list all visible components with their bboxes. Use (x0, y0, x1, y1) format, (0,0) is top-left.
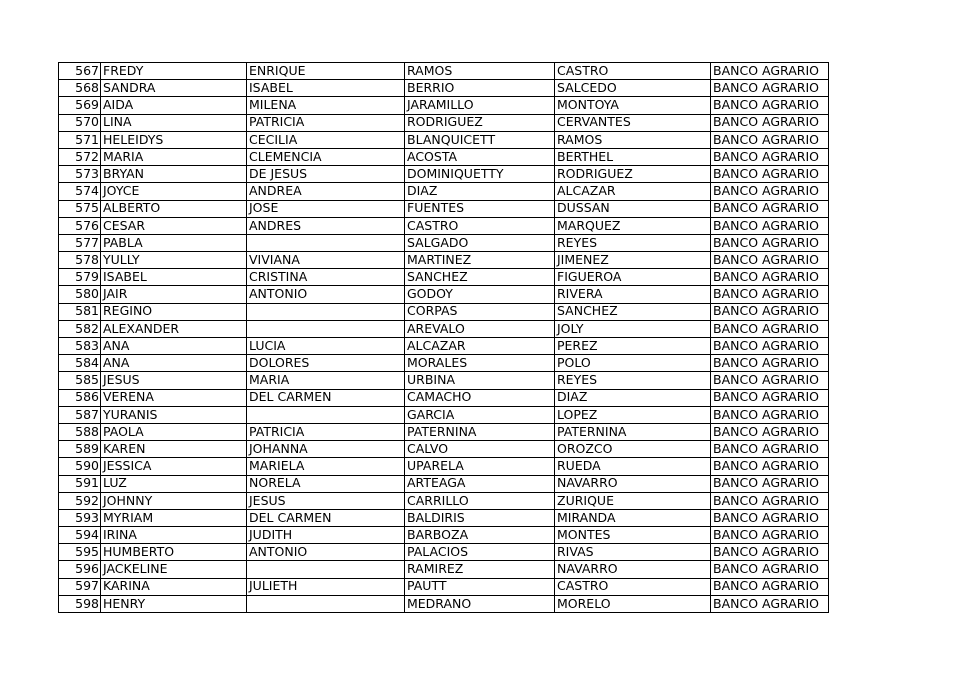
middle-name-cell (247, 406, 405, 423)
row-number-cell: 592 (59, 492, 101, 509)
first-name-cell: SANDRA (101, 80, 247, 97)
table-row (59, 372, 829, 389)
first-name-cell: JAIR (101, 286, 247, 303)
row-number-cell: 579 (59, 269, 101, 286)
first-surname-cell: MORALES (405, 355, 555, 372)
bank-cell: BANCO AGRARIO (711, 544, 829, 561)
first-name-cell: ISABEL (101, 269, 247, 286)
bank-cell: BANCO AGRARIO (711, 148, 829, 165)
second-surname-cell: POLO (555, 355, 711, 372)
second-surname-cell: ALCAZAR (555, 183, 711, 200)
bank-cell: BANCO AGRARIO (711, 63, 829, 80)
row-number-cell: 572 (59, 148, 101, 165)
table-row (59, 269, 829, 286)
row-number-cell: 573 (59, 166, 101, 183)
middle-name-cell (247, 303, 405, 320)
table-row (59, 320, 829, 337)
second-surname-cell: PEREZ (555, 338, 711, 355)
first-surname-cell: UPARELA (405, 458, 555, 475)
second-surname-cell: CASTRO (555, 63, 711, 80)
middle-name-cell: LUCIA (247, 338, 405, 355)
first-surname-cell: JARAMILLO (405, 97, 555, 114)
first-name-cell: JESUS (101, 372, 247, 389)
first-surname-cell: ALCAZAR (405, 338, 555, 355)
row-number-cell: 578 (59, 252, 101, 269)
table-row (59, 183, 829, 200)
middle-name-cell: VIVIANA (247, 252, 405, 269)
middle-name-cell: ANTONIO (247, 544, 405, 561)
second-surname-cell: NAVARRO (555, 561, 711, 578)
first-name-cell: ANA (101, 338, 247, 355)
table-row (59, 252, 829, 269)
middle-name-cell: MILENA (247, 97, 405, 114)
row-number-cell: 584 (59, 355, 101, 372)
table-row (59, 200, 829, 217)
bank-cell: BANCO AGRARIO (711, 269, 829, 286)
roster-table-body (59, 63, 829, 613)
bank-cell: BANCO AGRARIO (711, 338, 829, 355)
second-surname-cell: DIAZ (555, 389, 711, 406)
row-number-cell: 581 (59, 303, 101, 320)
second-surname-cell: MARQUEZ (555, 217, 711, 234)
table-row (59, 63, 829, 80)
first-name-cell: ANA (101, 355, 247, 372)
table-row (59, 148, 829, 165)
table-row (59, 595, 829, 612)
bank-cell: BANCO AGRARIO (711, 595, 829, 612)
first-surname-cell: BLANQUICETT (405, 131, 555, 148)
first-surname-cell: BERRIO (405, 80, 555, 97)
row-number-cell: 567 (59, 63, 101, 80)
table-row (59, 544, 829, 561)
first-name-cell: VERENA (101, 389, 247, 406)
table-row (59, 234, 829, 251)
first-surname-cell: PAUTT (405, 578, 555, 595)
first-name-cell: HELEIDYS (101, 131, 247, 148)
first-name-cell: KARINA (101, 578, 247, 595)
row-number-cell: 568 (59, 80, 101, 97)
second-surname-cell: REYES (555, 234, 711, 251)
first-name-cell: HUMBERTO (101, 544, 247, 561)
second-surname-cell: REYES (555, 372, 711, 389)
first-surname-cell: GODOY (405, 286, 555, 303)
middle-name-cell (247, 320, 405, 337)
first-surname-cell: PALACIOS (405, 544, 555, 561)
first-surname-cell: CORPAS (405, 303, 555, 320)
middle-name-cell: PATRICIA (247, 423, 405, 440)
second-surname-cell: RIVERA (555, 286, 711, 303)
middle-name-cell: MARIA (247, 372, 405, 389)
first-surname-cell: PATERNINA (405, 423, 555, 440)
first-surname-cell: CALVO (405, 441, 555, 458)
second-surname-cell: BERTHEL (555, 148, 711, 165)
bank-cell: BANCO AGRARIO (711, 183, 829, 200)
middle-name-cell: CLEMENCIA (247, 148, 405, 165)
first-surname-cell: CARRILLO (405, 492, 555, 509)
middle-name-cell: PATRICIA (247, 114, 405, 131)
roster-table (58, 62, 829, 613)
first-surname-cell: URBINA (405, 372, 555, 389)
second-surname-cell: JOLY (555, 320, 711, 337)
first-surname-cell: CASTRO (405, 217, 555, 234)
table-row (59, 355, 829, 372)
bank-cell: BANCO AGRARIO (711, 252, 829, 269)
first-name-cell: YULLY (101, 252, 247, 269)
first-name-cell: JESSICA (101, 458, 247, 475)
first-name-cell: REGINO (101, 303, 247, 320)
bank-cell: BANCO AGRARIO (711, 561, 829, 578)
bank-cell: BANCO AGRARIO (711, 578, 829, 595)
bank-cell: BANCO AGRARIO (711, 492, 829, 509)
bank-cell: BANCO AGRARIO (711, 475, 829, 492)
bank-cell: BANCO AGRARIO (711, 458, 829, 475)
first-name-cell: CESAR (101, 217, 247, 234)
bank-cell: BANCO AGRARIO (711, 320, 829, 337)
row-number-cell: 571 (59, 131, 101, 148)
first-name-cell: PABLA (101, 234, 247, 251)
row-number-cell: 582 (59, 320, 101, 337)
second-surname-cell: RUEDA (555, 458, 711, 475)
second-surname-cell: SALCEDO (555, 80, 711, 97)
document-page (58, 62, 829, 613)
middle-name-cell: NORELA (247, 475, 405, 492)
first-surname-cell: SALGADO (405, 234, 555, 251)
middle-name-cell: DOLORES (247, 355, 405, 372)
bank-cell: BANCO AGRARIO (711, 389, 829, 406)
first-surname-cell: ACOSTA (405, 148, 555, 165)
table-row (59, 492, 829, 509)
first-name-cell: ALEXANDER (101, 320, 247, 337)
row-number-cell: 574 (59, 183, 101, 200)
middle-name-cell: JUDITH (247, 527, 405, 544)
table-row (59, 286, 829, 303)
middle-name-cell (247, 595, 405, 612)
middle-name-cell: MARIELA (247, 458, 405, 475)
bank-cell: BANCO AGRARIO (711, 355, 829, 372)
first-surname-cell: DOMINIQUETTY (405, 166, 555, 183)
middle-name-cell (247, 234, 405, 251)
bank-cell: BANCO AGRARIO (711, 234, 829, 251)
first-name-cell: MARIA (101, 148, 247, 165)
second-surname-cell: MONTES (555, 527, 711, 544)
table-row (59, 458, 829, 475)
first-name-cell: MYRIAM (101, 509, 247, 526)
bank-cell: BANCO AGRARIO (711, 509, 829, 526)
row-number-cell: 576 (59, 217, 101, 234)
row-number-cell: 587 (59, 406, 101, 423)
middle-name-cell: ANDRES (247, 217, 405, 234)
first-name-cell: AIDA (101, 97, 247, 114)
row-number-cell: 588 (59, 423, 101, 440)
first-surname-cell: MARTINEZ (405, 252, 555, 269)
bank-cell: BANCO AGRARIO (711, 114, 829, 131)
first-name-cell: JOYCE (101, 183, 247, 200)
first-surname-cell: GARCIA (405, 406, 555, 423)
second-surname-cell: MONTOYA (555, 97, 711, 114)
table-row (59, 509, 829, 526)
first-name-cell: FREDY (101, 63, 247, 80)
bank-cell: BANCO AGRARIO (711, 200, 829, 217)
row-number-cell: 596 (59, 561, 101, 578)
table-row (59, 406, 829, 423)
bank-cell: BANCO AGRARIO (711, 406, 829, 423)
middle-name-cell: JOSE (247, 200, 405, 217)
first-name-cell: BRYAN (101, 166, 247, 183)
row-number-cell: 580 (59, 286, 101, 303)
row-number-cell: 575 (59, 200, 101, 217)
row-number-cell: 594 (59, 527, 101, 544)
middle-name-cell (247, 561, 405, 578)
second-surname-cell: LOPEZ (555, 406, 711, 423)
second-surname-cell: RIVAS (555, 544, 711, 561)
second-surname-cell: ZURIQUE (555, 492, 711, 509)
table-row (59, 423, 829, 440)
second-surname-cell: NAVARRO (555, 475, 711, 492)
second-surname-cell: CERVANTES (555, 114, 711, 131)
middle-name-cell: ANDREA (247, 183, 405, 200)
first-surname-cell: MEDRANO (405, 595, 555, 612)
middle-name-cell: ISABEL (247, 80, 405, 97)
middle-name-cell: DEL CARMEN (247, 389, 405, 406)
row-number-cell: 583 (59, 338, 101, 355)
table-row (59, 114, 829, 131)
middle-name-cell: JULIETH (247, 578, 405, 595)
second-surname-cell: RODRIGUEZ (555, 166, 711, 183)
table-row (59, 527, 829, 544)
first-name-cell: ALBERTO (101, 200, 247, 217)
first-surname-cell: RAMIREZ (405, 561, 555, 578)
bank-cell: BANCO AGRARIO (711, 80, 829, 97)
bank-cell: BANCO AGRARIO (711, 441, 829, 458)
first-surname-cell: ARTEAGA (405, 475, 555, 492)
table-row (59, 338, 829, 355)
first-name-cell: HENRY (101, 595, 247, 612)
row-number-cell: 585 (59, 372, 101, 389)
row-number-cell: 595 (59, 544, 101, 561)
middle-name-cell: CRISTINA (247, 269, 405, 286)
second-surname-cell: FIGUEROA (555, 269, 711, 286)
table-row (59, 97, 829, 114)
first-name-cell: IRINA (101, 527, 247, 544)
second-surname-cell: DUSSAN (555, 200, 711, 217)
middle-name-cell: ANTONIO (247, 286, 405, 303)
table-row (59, 389, 829, 406)
first-name-cell: JACKELINE (101, 561, 247, 578)
second-surname-cell: PATERNINA (555, 423, 711, 440)
table-row (59, 441, 829, 458)
row-number-cell: 586 (59, 389, 101, 406)
second-surname-cell: OROZCO (555, 441, 711, 458)
row-number-cell: 569 (59, 97, 101, 114)
first-surname-cell: BARBOZA (405, 527, 555, 544)
middle-name-cell: CECILIA (247, 131, 405, 148)
row-number-cell: 589 (59, 441, 101, 458)
row-number-cell: 577 (59, 234, 101, 251)
bank-cell: BANCO AGRARIO (711, 131, 829, 148)
bank-cell: BANCO AGRARIO (711, 286, 829, 303)
row-number-cell: 590 (59, 458, 101, 475)
first-surname-cell: BALDIRIS (405, 509, 555, 526)
first-surname-cell: RODRIGUEZ (405, 114, 555, 131)
row-number-cell: 593 (59, 509, 101, 526)
second-surname-cell: MIRANDA (555, 509, 711, 526)
first-name-cell: KAREN (101, 441, 247, 458)
first-name-cell: LINA (101, 114, 247, 131)
second-surname-cell: JIMENEZ (555, 252, 711, 269)
second-surname-cell: CASTRO (555, 578, 711, 595)
first-surname-cell: RAMOS (405, 63, 555, 80)
table-row (59, 217, 829, 234)
middle-name-cell: DE JESUS (247, 166, 405, 183)
table-row (59, 166, 829, 183)
first-name-cell: PAOLA (101, 423, 247, 440)
table-row (59, 303, 829, 320)
middle-name-cell: JOHANNA (247, 441, 405, 458)
first-surname-cell: SANCHEZ (405, 269, 555, 286)
second-surname-cell: RAMOS (555, 131, 711, 148)
table-row (59, 131, 829, 148)
bank-cell: BANCO AGRARIO (711, 217, 829, 234)
first-name-cell: LUZ (101, 475, 247, 492)
bank-cell: BANCO AGRARIO (711, 423, 829, 440)
first-surname-cell: FUENTES (405, 200, 555, 217)
second-surname-cell: SANCHEZ (555, 303, 711, 320)
bank-cell: BANCO AGRARIO (711, 303, 829, 320)
row-number-cell: 591 (59, 475, 101, 492)
first-surname-cell: CAMACHO (405, 389, 555, 406)
first-name-cell: JOHNNY (101, 492, 247, 509)
middle-name-cell: DEL CARMEN (247, 509, 405, 526)
first-surname-cell: AREVALO (405, 320, 555, 337)
second-surname-cell: MORELO (555, 595, 711, 612)
row-number-cell: 570 (59, 114, 101, 131)
bank-cell: BANCO AGRARIO (711, 97, 829, 114)
row-number-cell: 598 (59, 595, 101, 612)
bank-cell: BANCO AGRARIO (711, 527, 829, 544)
bank-cell: BANCO AGRARIO (711, 166, 829, 183)
table-row (59, 475, 829, 492)
table-row (59, 561, 829, 578)
first-surname-cell: DIAZ (405, 183, 555, 200)
row-number-cell: 597 (59, 578, 101, 595)
middle-name-cell: ENRIQUE (247, 63, 405, 80)
table-row (59, 578, 829, 595)
first-name-cell: YURANIS (101, 406, 247, 423)
middle-name-cell: JESUS (247, 492, 405, 509)
bank-cell: BANCO AGRARIO (711, 372, 829, 389)
table-row (59, 80, 829, 97)
